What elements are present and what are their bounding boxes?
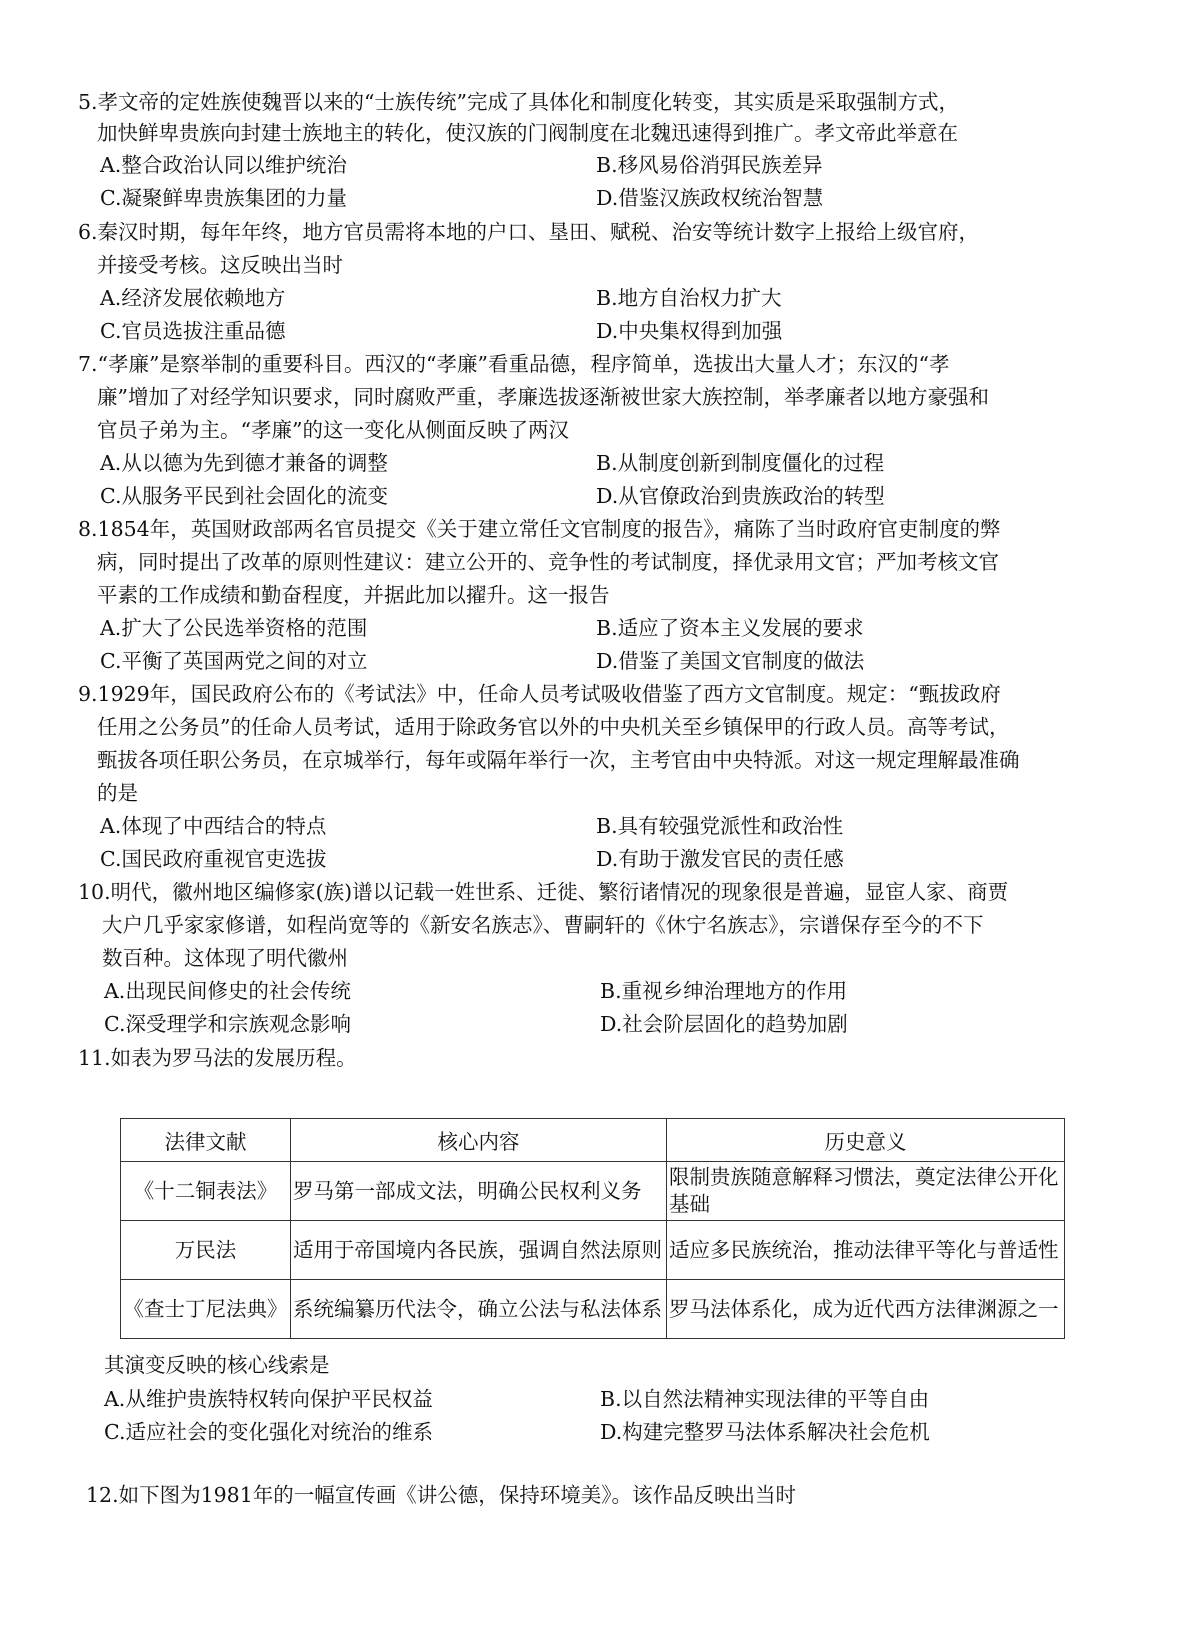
table-cell-document: 《十二铜表法》 xyxy=(121,1162,291,1221)
table-cell-significance: 限制贵族随意解释习惯法，奠定法律公开化基础 xyxy=(667,1162,1065,1221)
table-cell-document: 万民法 xyxy=(121,1221,291,1280)
q9-option-a: A.体现了中西结合的特点 xyxy=(100,814,327,838)
q7-option-a: A.从以德为先到德才兼备的调整 xyxy=(100,451,388,475)
q10-option-b: B.重视乡绅治理地方的作用 xyxy=(600,979,848,1003)
table-header-cell: 法律文献 xyxy=(121,1119,291,1162)
roman-law-table xyxy=(120,1118,1065,1339)
table-header-cell: 核心内容 xyxy=(291,1119,667,1162)
q11-option-a: A.从维护贵族特权转向保护平民权益 xyxy=(104,1387,433,1411)
table-row xyxy=(121,1280,1065,1339)
q5-option-a: A.整合政治认同以维护统治 xyxy=(100,153,347,177)
table-cell-content: 适用于帝国境内各民族，强调自然法原则 xyxy=(291,1221,667,1280)
q9-option-b: B.具有较强党派性和政治性 xyxy=(596,814,844,838)
q9-stem-line-4: 的是 xyxy=(97,781,138,805)
q8-option-b: B.适应了资本主义发展的要求 xyxy=(596,616,864,640)
table-header-row xyxy=(121,1119,1065,1162)
q5-option-b: B.移风易俗消弭民族差异 xyxy=(596,153,823,177)
q7-stem-line-3: 官员子弟为主。“孝廉”的这一变化从侧面反映了两汉 xyxy=(97,418,569,442)
q6-option-d: D.中央集权得到加强 xyxy=(596,319,783,343)
q7-option-b: B.从制度创新到制度僵化的过程 xyxy=(596,451,885,475)
q12-stem: 12.如下图为1981年的一幅宣传画《讲公德，保持环境美》。该作品反映出当时 xyxy=(86,1483,797,1507)
table-header-cell: 历史意义 xyxy=(667,1119,1065,1162)
q6-option-a: A.经济发展依赖地方 xyxy=(100,286,286,310)
q7-stem-line-2: 廉”增加了对经学知识要求，同时腐败严重，孝廉选拔逐渐被世家大族控制，举孝廉者以地方豪强和 xyxy=(97,385,989,409)
table-cell-document: 《查士丁尼法典》 xyxy=(121,1280,291,1339)
q10-stem-line-3: 数百种。这体现了明代徽州 xyxy=(102,946,348,970)
q11-stem: 11.如表为罗马法的发展历程。 xyxy=(78,1046,357,1070)
q8-option-d: D.借鉴了美国文官制度的做法 xyxy=(596,649,865,673)
q10-option-a: A.出现民间修史的社会传统 xyxy=(104,979,351,1003)
table-cell-content: 系统编纂历代法令，确立公法与私法体系 xyxy=(291,1280,667,1339)
q9-stem-line-2: 任用之公务员”的任命人员考试，适用于除政务官以外的中央机关至乡镇保甲的行政人员。高等考试， xyxy=(97,715,1010,739)
q5-option-c: C.凝聚鲜卑贵族集团的力量 xyxy=(100,186,347,210)
q6-option-c: C.官员选拔注重品德 xyxy=(100,319,286,343)
q11-option-c: C.适应社会的变化强化对统治的维系 xyxy=(104,1420,433,1444)
q6-stem-line-1: 6.秦汉时期，每年年终，地方官员需将本地的户口、垦田、赋税、治安等统计数字上报给上级官府， xyxy=(78,220,980,244)
q8-stem-line-2: 病，同时提出了改革的原则性建议：建立公开的、竞争性的考试制度，择优录用文官；严加考核文官 xyxy=(97,550,999,574)
q10-option-c: C.深受理学和宗族观念影响 xyxy=(104,1012,351,1036)
q5-stem-line-1: 5.孝文帝的定姓族使魏晋以来的“士族传统”完成了具体化和制度化转变，其实质是采取强制方式， xyxy=(78,90,960,114)
q7-option-c: C.从服务平民到社会固化的流变 xyxy=(100,484,388,508)
table-row xyxy=(121,1162,1065,1221)
table-cell-content: 罗马第一部成文法，明确公民权利义务 xyxy=(291,1162,667,1221)
q11-option-d: D.构建完整罗马法体系解决社会危机 xyxy=(600,1420,930,1444)
q8-option-a: A.扩大了公民选举资格的范围 xyxy=(100,616,368,640)
q8-stem-line-3: 平素的工作成绩和勤奋程度，并据此加以擢升。这一报告 xyxy=(97,583,610,607)
q7-stem-line-1: 7.“孝廉”是察举制的重要科目。西汉的“孝廉”看重品德，程序简单，选拔出大量人才；东汉的“孝 xyxy=(78,352,950,376)
q11-follow-up: 其演变反映的核心线索是 xyxy=(104,1353,330,1377)
q10-option-d: D.社会阶层固化的趋势加剧 xyxy=(600,1012,848,1036)
table-cell-significance: 罗马法体系化，成为近代西方法律渊源之一 xyxy=(667,1280,1065,1339)
q7-option-d: D.从官僚政治到贵族政治的转型 xyxy=(596,484,885,508)
q6-option-b: B.地方自治权力扩大 xyxy=(596,286,782,310)
q10-stem-line-1: 10.明代，徽州地区编修家(族)谱以记载一姓世系、迁徙、繁衍诸情况的现象很是普遍，显宦人家、商贾 xyxy=(78,880,1009,904)
q9-option-c: C.国民政府重视官吏选拔 xyxy=(100,847,327,871)
q9-stem-line-1: 9.1929年，国民政府公布的《考试法》中，任命人员考试吸收借鉴了西方文官制度。规定：“甄拔政府 xyxy=(78,682,1001,706)
table-cell-significance: 适应多民族统治，推动法律平等化与普适性 xyxy=(667,1221,1065,1280)
q5-option-d: D.借鉴汉族政权统治智慧 xyxy=(596,186,824,210)
q10-stem-line-2: 大户几乎家家修谱，如程尚宽等的《新安名族志》、曹嗣轩的《休宁名族志》，宗谱保存至今的不下 xyxy=(102,913,984,937)
q9-stem-line-3: 甄拔各项任职公务员，在京城举行，每年或隔年举行一次，主考官由中央特派。对这一规定理解最准确 xyxy=(97,748,1020,772)
q11-option-b: B.以自然法精神实现法律的平等自由 xyxy=(600,1387,930,1411)
q8-stem-line-1: 8.1854年，英国财政部两名官员提交《关于建立常任文官制度的报告》，痛陈了当时政府官吏制度的弊 xyxy=(78,517,1001,541)
q5-stem-line-2: 加快鲜卑贵族向封建士族地主的转化，使汉族的门阀制度在北魏迅速得到推广。孝文帝此举意在 xyxy=(97,121,958,145)
q8-option-c: C.平衡了英国两党之间的对立 xyxy=(100,649,368,673)
q6-stem-line-2: 并接受考核。这反映出当时 xyxy=(97,253,343,277)
table-row xyxy=(121,1221,1065,1280)
q9-option-d: D.有助于激发官民的责任感 xyxy=(596,847,844,871)
